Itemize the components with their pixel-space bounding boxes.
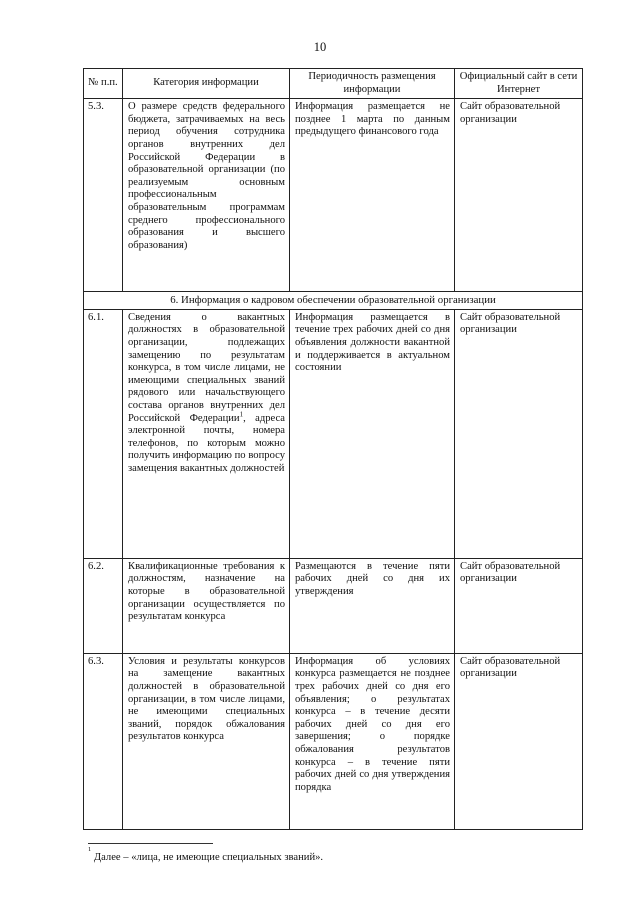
table-header-row bbox=[84, 69, 583, 99]
table-row bbox=[84, 99, 583, 292]
header-num: № п.п. bbox=[84, 69, 123, 99]
section-title: 6. Информация о кадровом обеспечении образовательной организации bbox=[84, 292, 583, 310]
row-number: 6.2. bbox=[84, 558, 123, 653]
row-category bbox=[123, 309, 290, 558]
information-table bbox=[83, 68, 583, 830]
footnote-text: Далее – «лица, не имеющие специальных званий». bbox=[91, 852, 324, 863]
row-site: Сайт образовательной организации bbox=[455, 558, 583, 653]
table-row bbox=[84, 653, 583, 829]
row-category: Условия и результаты конкурсов на замещение вакантных должностей в образовательной организации, в том числе лицами, не имеющими специальных званий, порядок обжалования результатов конкурса bbox=[123, 653, 290, 829]
row-site: Сайт образовательной организации bbox=[455, 99, 583, 292]
row-number: 6.1. bbox=[84, 309, 123, 558]
page-number: 10 bbox=[313, 40, 327, 54]
row-category: Квалификационные требования к должностям, назначение на которые в образовательной организации осуществляется по результатам конкурса bbox=[123, 558, 290, 653]
row-category: О размере средств федерального бюджета, затрачиваемых на весь период обучения сотрудника органов внутренних дел Российской Федерации в образовательной организации (по реализуемым основным профессиональным образовательным программам среднего профессионального образования и высшего образования) bbox=[123, 99, 290, 292]
footnote bbox=[88, 846, 324, 863]
footnote-mark: 1 bbox=[88, 846, 92, 853]
row-periodicity: Информация размещается в течение трех рабочих дней со дня объявления должности вакантной и поддерживается в актуальном состоянии bbox=[290, 309, 455, 558]
row-number: 6.3. bbox=[84, 653, 123, 829]
row-site: Сайт образовательной организации bbox=[455, 309, 583, 558]
header-site: Официальный сайт в сети Интернет bbox=[455, 69, 583, 99]
row-periodicity: Информация размещается не позднее 1 марта по данным предыдущего финансового года bbox=[290, 99, 455, 292]
row-periodicity: Размещаются в течение пяти рабочих дней со дня их утверждения bbox=[290, 558, 455, 653]
table-row bbox=[84, 558, 583, 653]
category-text-continued: , адреса электронной почты, номера телефонов, по которым можно получить информацию по вопросу замещения вакантных должностей bbox=[128, 412, 286, 474]
category-text: Сведения о вакантных должностях в образовательной организации, подлежащих замещению по результатам конкурса, в том числе лицами, не имеющими специальных званий рядового или начальствующего состава органов внутренних дел Российской Федерации bbox=[128, 311, 285, 424]
footnote-reference: 1 bbox=[239, 410, 244, 418]
section-heading-row bbox=[84, 292, 583, 310]
row-number: 5.3. bbox=[84, 99, 123, 292]
row-site: Сайт образовательной организации bbox=[455, 653, 583, 829]
footnote-divider bbox=[88, 843, 213, 844]
table-row bbox=[84, 309, 583, 558]
row-periodicity: Информация об условиях конкурса размещается не позднее трех рабочих дней со дня его объявления; о результатах конкурса – в течение десяти рабочих дней со дня его завершения; о порядке обжалования результатов конкурса – в течение пяти рабочих дней со дня утверждения порядка bbox=[290, 653, 455, 829]
header-periodicity: Периодичность размещения информации bbox=[290, 69, 455, 99]
header-category: Категория информации bbox=[123, 69, 290, 99]
